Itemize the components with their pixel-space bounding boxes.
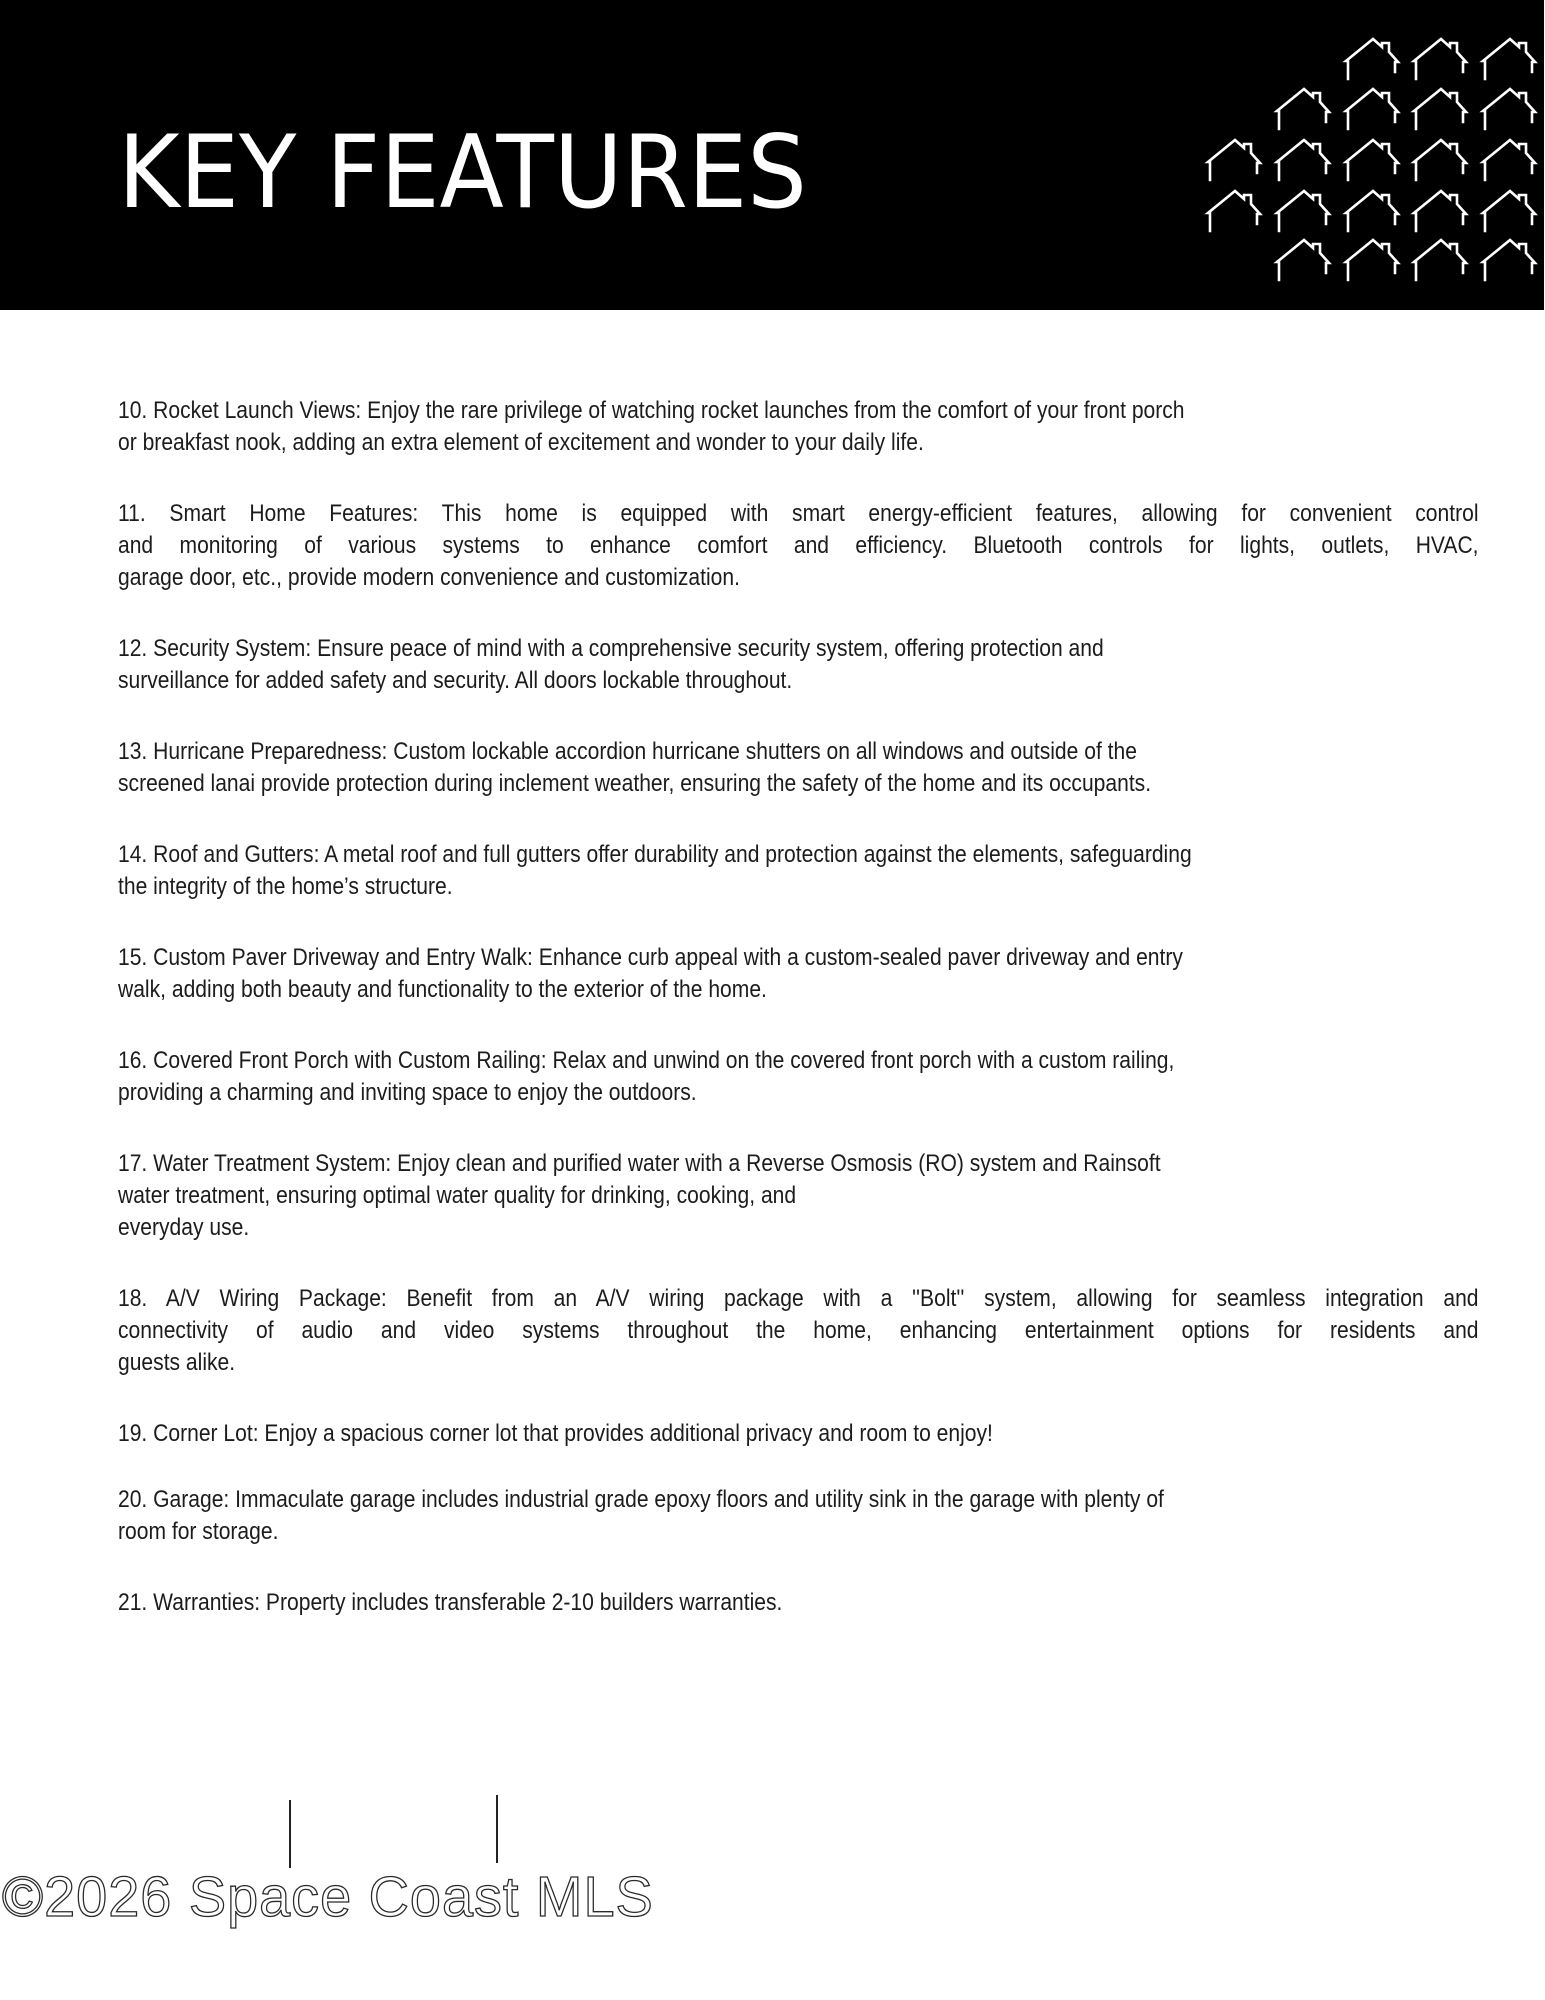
feature-item-11 — [118, 498, 1479, 594]
feature-text-line: 16. Covered Front Porch with Custom Railing: Relax and unwind on the covered front porch with a custom railing, — [118, 1047, 1175, 1074]
feature-item-16 — [118, 1045, 1479, 1109]
house-outline-icon — [1414, 37, 1468, 83]
feature-text-line: garage door, etc., provide modern convenience and customization. — [118, 564, 740, 591]
house-outline-icon — [1346, 189, 1400, 235]
house-outline-icon — [1483, 189, 1537, 235]
house-outline-icon — [1277, 238, 1331, 284]
feature-item-13 — [118, 736, 1479, 800]
feature-text-line: connectivity of audio and video systems throughout the home, enhancing entertainment options for residents and — [118, 1317, 1479, 1344]
feature-text-line: or breakfast nook, adding an extra element of excitement and wonder to your daily life. — [118, 429, 924, 456]
feature-item-19 — [118, 1418, 1479, 1450]
house-outline-icon — [1414, 189, 1468, 235]
feature-text-line: 17. Water Treatment System: Enjoy clean and purified water with a Reverse Osmosis (RO) system and Rainsoft — [118, 1150, 1161, 1177]
feature-text-line: screened lanai provide protection during inclement weather, ensuring the safety of the home and its occupants. — [118, 770, 1152, 797]
feature-text-line: water treatment, ensuring optimal water quality for drinking, cooking, and — [118, 1182, 797, 1209]
feature-text-line: everyday use. — [118, 1214, 250, 1241]
feature-text-line: room for storage. — [118, 1518, 279, 1545]
house-outline-icon — [1483, 87, 1537, 133]
feature-text-line: and monitoring of various systems to enhance comfort and efficiency. Bluetooth controls for lights, outlets, HVAC, — [118, 532, 1479, 559]
feature-text-line: 14. Roof and Gutters: A metal roof and full gutters offer durability and protection against the elements, safeguarding — [118, 841, 1192, 868]
house-outline-icon — [1483, 138, 1537, 184]
house-outline-icon — [1277, 189, 1331, 235]
header-banner — [0, 0, 1544, 310]
house-pattern-decoration — [0, 0, 1544, 310]
feature-text-line: 11. Smart Home Features: This home is equipped with smart energy-efficient features, allowing for convenient control — [118, 500, 1479, 527]
feature-text-line: 21. Warranties: Property includes transferable 2-10 builders warranties. — [118, 1589, 783, 1616]
feature-item-14 — [118, 839, 1479, 903]
feature-text-line: the integrity of the home’s structure. — [118, 873, 453, 900]
feature-item-12 — [118, 633, 1479, 697]
feature-text-line: walk, adding both beauty and functionality to the exterior of the home. — [118, 976, 767, 1003]
house-outline-icon — [1414, 238, 1468, 284]
feature-text-line: 12. Security System: Ensure peace of mind with a comprehensive security system, offering protection and — [118, 635, 1104, 662]
house-outline-icon — [1414, 87, 1468, 133]
house-outline-icon — [1483, 37, 1537, 83]
house-outline-icon — [1346, 138, 1400, 184]
feature-text-line: 20. Garage: Immaculate garage includes industrial grade epoxy floors and utility sink in the garage with plenty of — [118, 1486, 1164, 1513]
house-outline-icon — [1208, 138, 1262, 184]
page-title: KEY FEATURES — [118, 113, 807, 231]
feature-item-10 — [118, 395, 1479, 459]
house-outline-icon — [1483, 238, 1537, 284]
features-list — [118, 395, 1479, 1658]
divider-line-left — [289, 1800, 291, 1868]
feature-text-line: 15. Custom Paver Driveway and Entry Walk: Enhance curb appeal with a custom-sealed paver driveway and entry — [118, 944, 1183, 971]
feature-text-line: surveillance for added safety and security. All doors lockable throughout. — [118, 667, 793, 694]
feature-text-line: providing a charming and inviting space to enjoy the outdoors. — [118, 1079, 697, 1106]
house-outline-icon — [1346, 87, 1400, 133]
feature-text-line: 13. Hurricane Preparedness: Custom lockable accordion hurricane shutters on all windows and outside of the — [118, 738, 1137, 765]
house-outline-icon — [1277, 87, 1331, 133]
house-outline-icon — [1277, 138, 1331, 184]
house-outline-icon — [1346, 238, 1400, 284]
feature-item-20 — [118, 1484, 1479, 1548]
divider-line-right — [496, 1795, 498, 1863]
feature-text-line: 10. Rocket Launch Views: Enjoy the rare privilege of watching rocket launches from the comfort of your front porch — [118, 397, 1185, 424]
feature-item-21 — [118, 1587, 1479, 1619]
house-outline-icon — [1208, 189, 1262, 235]
feature-text-line: 19. Corner Lot: Enjoy a spacious corner lot that provides additional privacy and room to enjoy! — [118, 1420, 993, 1447]
feature-item-17 — [118, 1148, 1479, 1244]
feature-item-18 — [118, 1283, 1479, 1379]
house-outline-icon — [1346, 37, 1400, 83]
copyright-watermark: ©2026 Space Coast MLS — [2, 1865, 654, 1929]
house-outline-icon — [1414, 138, 1468, 184]
feature-text-line: 18. A/V Wiring Package: Benefit from an A/V wiring package with a ''Bolt'' system, allowing for seamless integration and — [118, 1285, 1479, 1312]
feature-item-15 — [118, 942, 1479, 1006]
feature-text-line: guests alike. — [118, 1349, 236, 1376]
